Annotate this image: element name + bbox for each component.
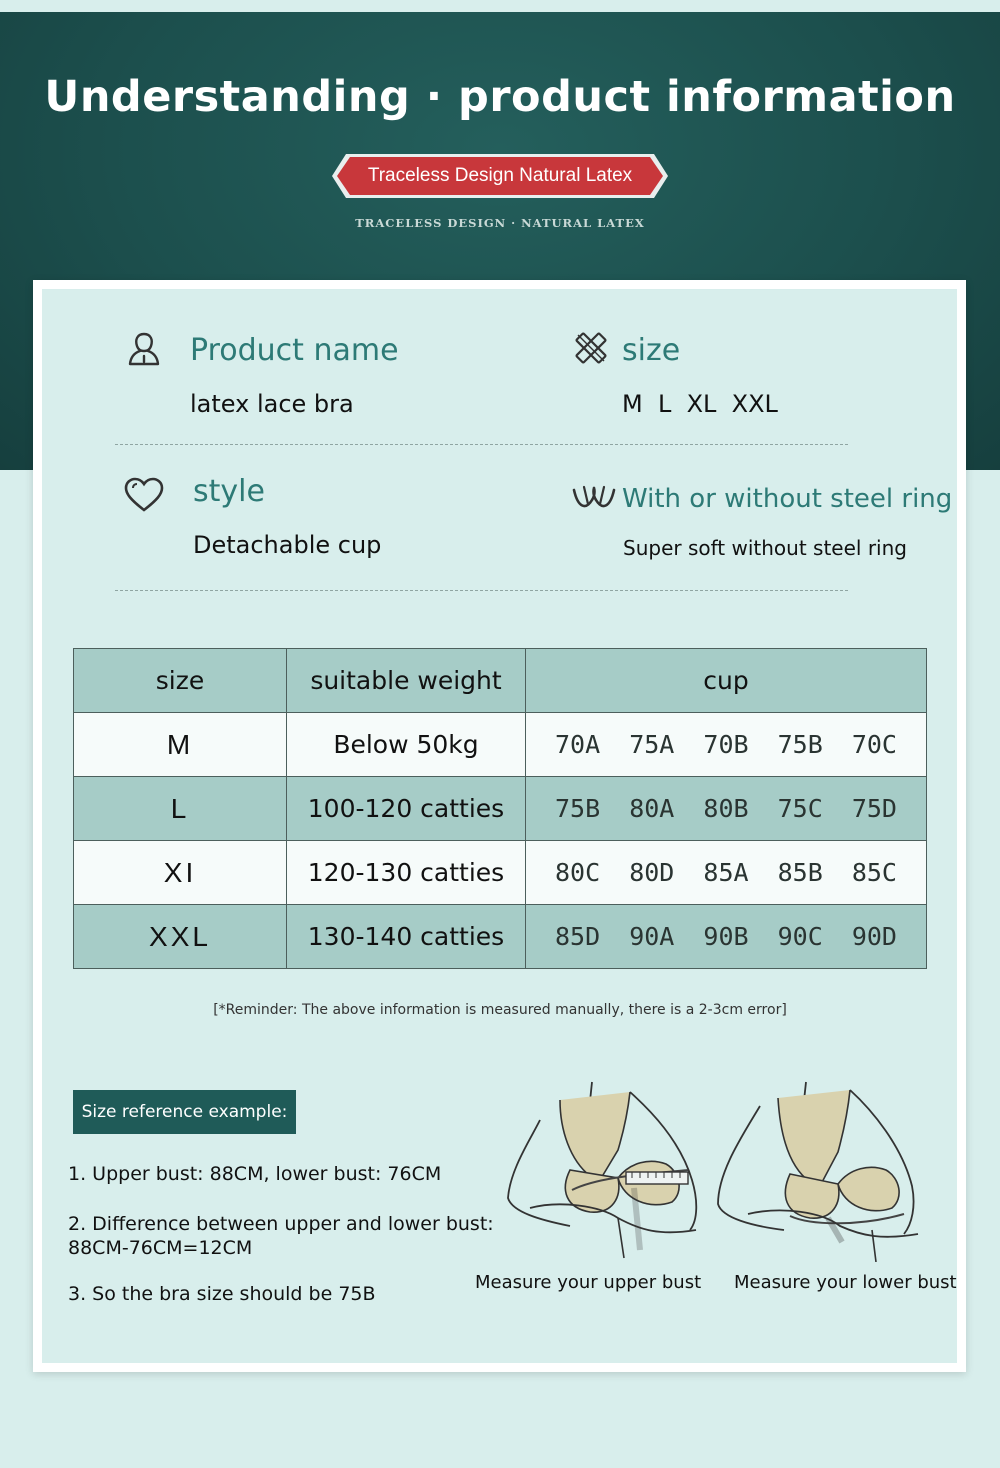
size-reference-title: Size reference example: [73, 1090, 296, 1134]
header-cup: cup [526, 649, 927, 713]
divider-2 [115, 590, 848, 591]
row-size: XI [74, 841, 287, 905]
row-cup: 75B 80A 80B 75C 75D [526, 777, 927, 841]
row-weight: Below 50kg [287, 713, 526, 777]
row-cup: 85D 90A 90B 90C 90D [526, 905, 927, 969]
heart-icon [123, 476, 165, 514]
table-row [74, 841, 927, 905]
reference-step-3: 3. So the bra size should be 75B [68, 1283, 376, 1305]
divider-1 [115, 444, 848, 445]
upper-bust-illustration [500, 1080, 710, 1260]
ribbon-badge [332, 152, 668, 200]
table-row [74, 713, 927, 777]
row-weight: 120-130 catties [287, 841, 526, 905]
steel-ring-value: Super soft without steel ring [623, 536, 907, 560]
row-size: L [74, 777, 287, 841]
row-weight: 130-140 catties [287, 905, 526, 969]
table-row [74, 905, 927, 969]
size-value: M L XL XXL [622, 390, 778, 418]
style-label: style [193, 474, 265, 509]
reference-step-1: 1. Upper bust: 88CM, lower bust: 76CM [68, 1163, 442, 1185]
lower-bust-illustration [712, 1076, 932, 1262]
reference-step-2-line-1: 2. Difference between upper and lower bust: [68, 1213, 494, 1235]
size-table [73, 648, 927, 969]
caption-upper-bust: Measure your upper bust [475, 1272, 702, 1293]
ribbon-text: Traceless Design Natural Latex [367, 165, 633, 186]
style-value: Detachable cup [193, 531, 382, 559]
row-cup: 70A 75A 70B 75B 70C [526, 713, 927, 777]
row-size: XXL [74, 905, 287, 969]
steel-ring-label: With or without steel ring [622, 484, 953, 514]
ruler-pencil-icon [572, 329, 610, 367]
table-header-row [74, 649, 927, 713]
page-title: Understanding · product information [44, 72, 956, 122]
top-strip [0, 0, 1000, 12]
user-icon [126, 330, 162, 368]
product-name-label: Product name [190, 333, 399, 368]
header-size: size [74, 649, 287, 713]
product-name-value: latex lace bra [190, 390, 354, 418]
reminder-note: [*Reminder: The above information is measured manually, there is a 2-3cm error] [213, 1002, 787, 1018]
table-row [74, 777, 927, 841]
header-weight: suitable weight [287, 649, 526, 713]
size-label: size [622, 333, 681, 368]
row-weight: 100-120 catties [287, 777, 526, 841]
bra-icon [572, 484, 616, 514]
hero-subtitle: TRACELESS DESIGN · NATURAL LATEX [355, 216, 645, 230]
caption-lower-bust: Measure your lower bust [734, 1272, 957, 1293]
reference-step-2-line-2: 88CM-76CM=12CM [68, 1237, 253, 1259]
row-cup: 80C 80D 85A 85B 85C [526, 841, 927, 905]
row-size: M [74, 713, 287, 777]
